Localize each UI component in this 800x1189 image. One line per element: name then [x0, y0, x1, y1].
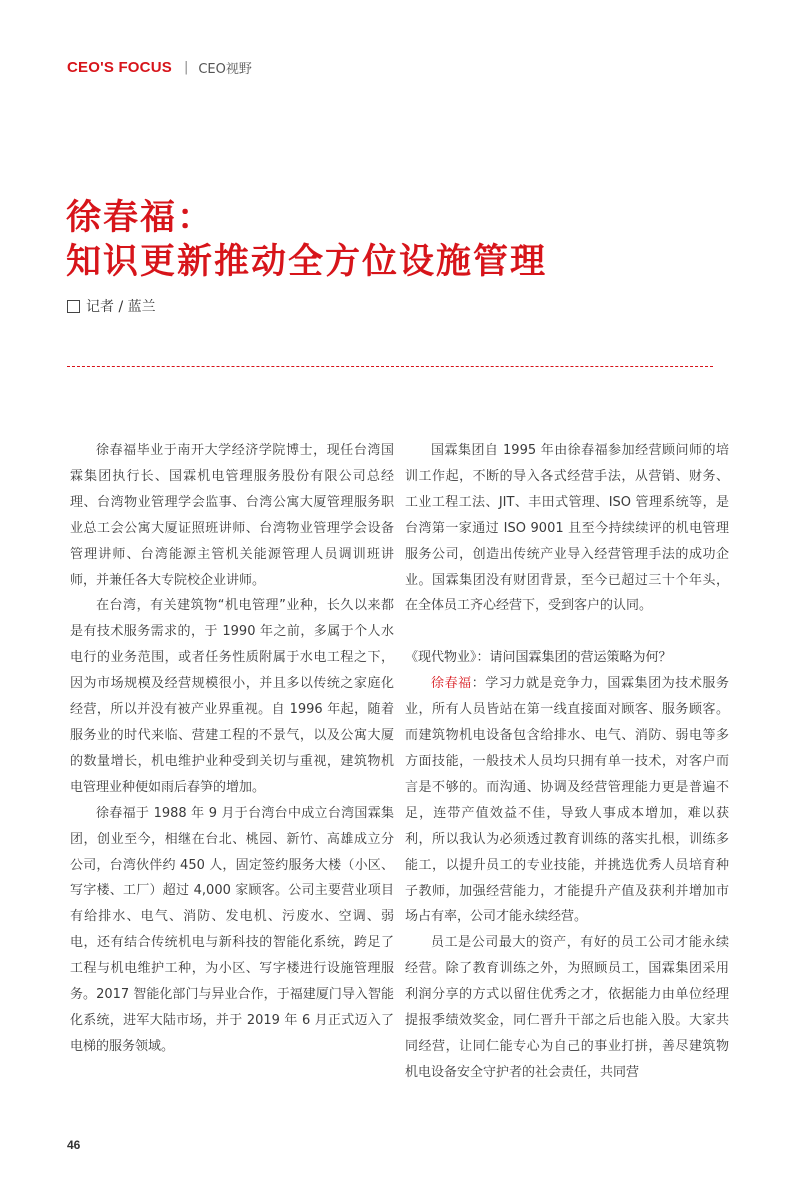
interview-question: 《现代物业》：请问国霖集团的营运策略为何？: [405, 650, 672, 666]
answer-text: 学习力就是竞争力，国霖集团为技术服务业，所有人员皆站在第一线直接面对顾客、服务顾客。而建筑物机电设备包含给排水、电气、消防、弱电等多方面技能，一般技术人员均只拥有单一技术，对客户而言是不够的。而沟通、协调及经营管理能力更是普遍不足，连带产值效益不佳，导致人事成本增加，难以获利，所以我认为必须透过教育训练的落实扎根，训练多能工，以提升员工的专业技能，并挑选优秀人员培育种子教师，加强经营能力，才能提升产值及获利并增加市场占有率，公司才能永续经营。: [405, 676, 729, 925]
paragraph: 徐春福毕业于南开大学经济学院博士，现任台湾国霖集团执行长、国霖机电管理服务股份有限公司总经理、台湾物业管理学会监事、台湾公寓大厦管理服务职业总工会公寓大厦证照班讲师、台湾物业管理学会设备管理讲师、台湾能源主管机关能源管理人员调训班讲师，并兼任各大专院校企业讲师。: [70, 443, 394, 588]
paragraph: 员工是公司最大的资产，有好的员工公司才能永续经营。除了教育训练之外，为照顾员工，国霖集团采用利润分享的方式以留住优秀之才，依据能力由单位经理提报季绩效奖金，同仁晋升干部之后也能入股。大家共同经营，让同仁能专心为自己的事业打拼，善尽建筑物机电设备安全守护者的社会责任，共同营: [405, 935, 729, 1080]
paragraph: 在台湾，有关建筑物“机电管理”业种，长久以来都是有技术服务需求的，于 1990 年之前，多属于个人水电行的业务范围，或者任务性质附属于水电工程之下，因为市场规模及经营规模很小，并且多以传统之家庭化经营，所以并没有被产业界重视。自 1996 年起，随着服务业的时代来临、营建工程的不景气，以及公寓大厦的数量增长，机电维护业种受到关切与重视，建筑物机电管理业种便如雨后春笋的增加。: [70, 598, 394, 795]
speaker-colon: ：: [471, 676, 486, 692]
header-separator: |: [183, 60, 189, 75]
byline: [67, 296, 156, 316]
title-line-1: 徐春福：: [66, 198, 215, 238]
paragraph: 徐春福于 1988 年 9 月于台湾台中成立台湾国霖集团，创业至今，相继在台北、桃园、新竹、高雄成立分公司，台湾伙伴约 450 人，固定签约服务大楼（小区、写字楼、工厂）超过 4,000 家顾客。公司主要营业项目有给排水、电气、消防、发电机、污废水、空调、弱电，还有结合传统机电与新科技的智能化系统，跨足了工程与机电维护工种，为小区、写字楼进行设施管理服务。2017 智能化部门与异业合作，于福建厦门导入智能化系统，进军大陆市场，并于 2019 年 6 月正式迈入了电梯的服务领域。: [70, 805, 394, 1054]
interview-answer: [405, 671, 729, 930]
article-title: [66, 196, 547, 284]
speaker-name: 徐春福: [431, 676, 472, 692]
byline-text: 记者 / 蓝兰: [86, 299, 156, 315]
page-number: 46: [67, 1138, 81, 1152]
square-icon: [67, 300, 80, 313]
dashed-divider: [67, 366, 713, 367]
brand-label: CEO'S FOCUS: [67, 59, 172, 76]
right-column: [405, 438, 729, 1086]
paragraph: 国霖集团自 1995 年由徐春福参加经营顾问师的培训工作起，不断的导入各式经营手法，从营销、财务、工业工程工法、JIT、丰田式管理、ISO 管理系统等，是台湾第一家通过 ISO 9001 且至今持续续评的机电管理服务公司，创造出传统产业导入经营管理手法的成功企业。国霖集团没有财团背景，至今已超过三十个年头，在全体员工齐心经营下，受到客户的认同。: [405, 443, 729, 614]
left-column: [70, 438, 394, 1060]
section-label: CEO视野: [198, 62, 252, 77]
running-header: [67, 58, 252, 77]
title-line-2: 知识更新推动全方位设施管理: [66, 242, 548, 282]
